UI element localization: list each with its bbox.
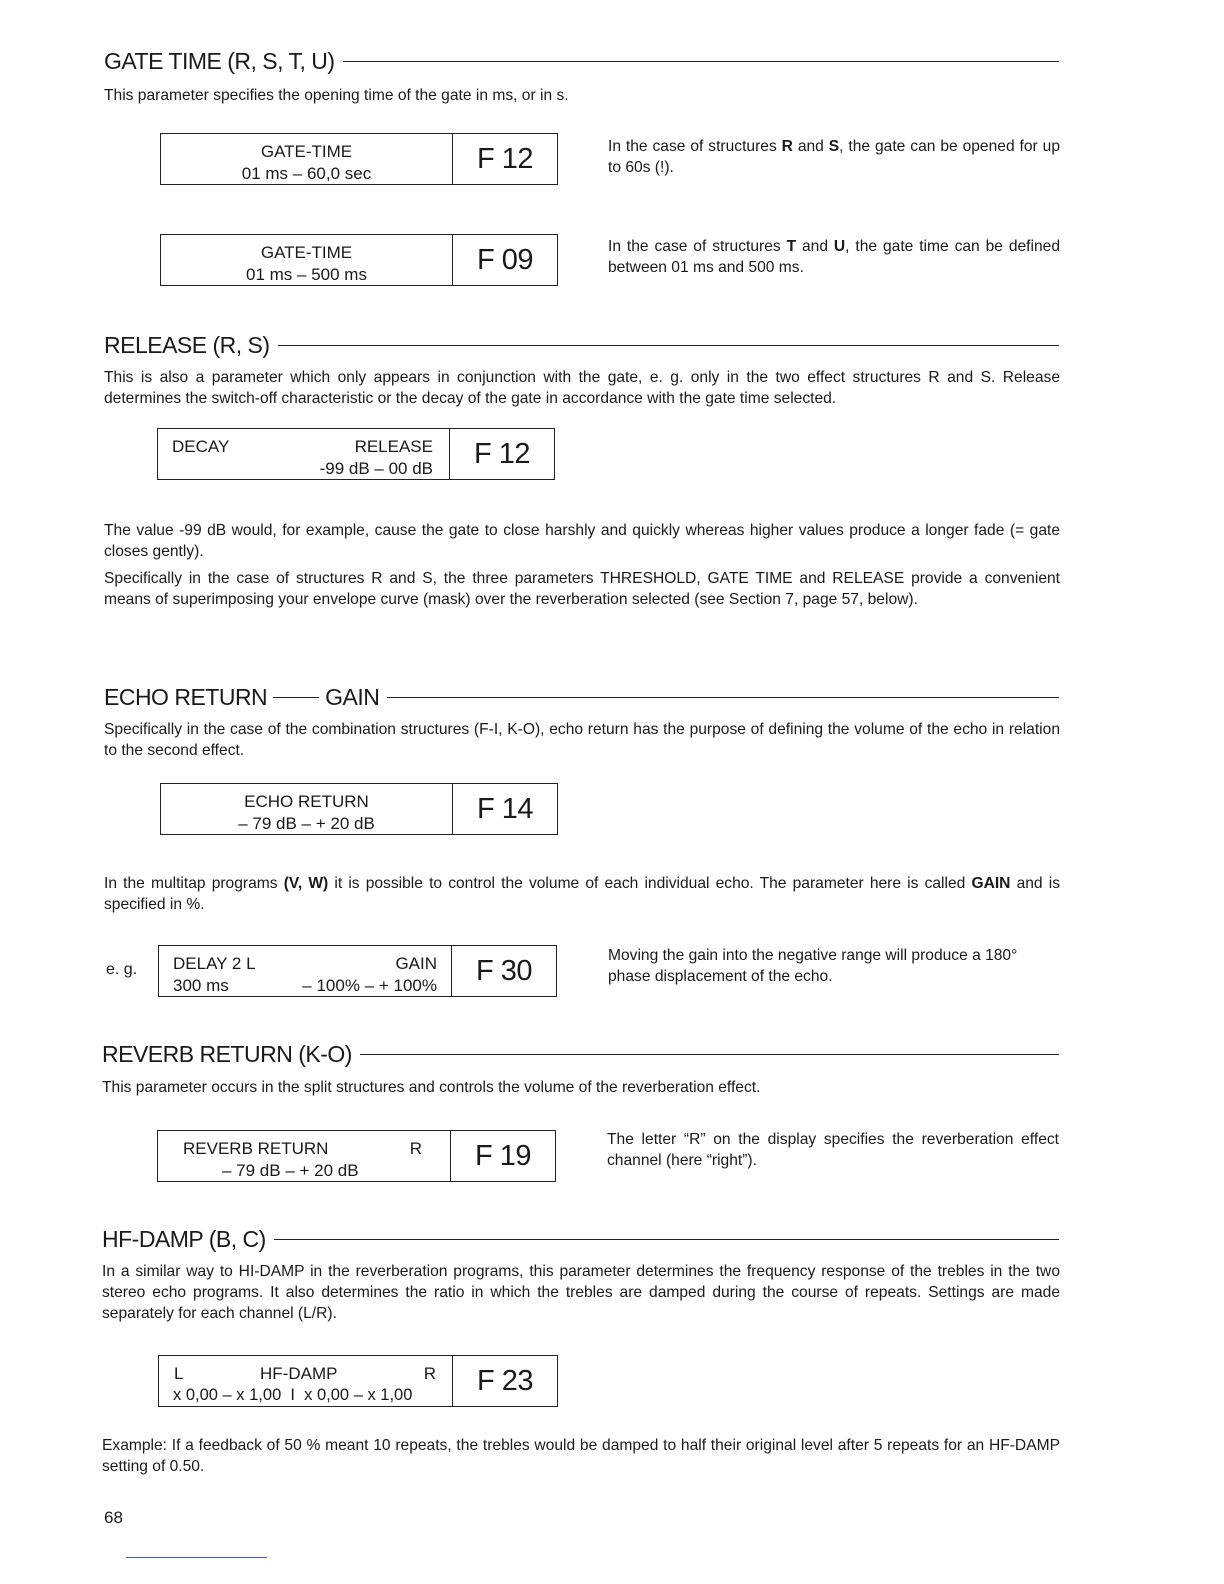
- function-code: F 09: [476, 243, 534, 276]
- function-code: F 30: [475, 954, 533, 987]
- heading-text: GATE TIME (R, S, T, U): [104, 47, 335, 74]
- release-intro: This is also a parameter which only appears in conjunction with the gate, e. g. only in the two effect structures R and S. Release determines the switch-off characteristic or the decay of the gate in accordance with the gate time selected.: [104, 369, 1060, 407]
- display-lcd: [158, 429, 450, 479]
- display-line2-right: – 100% – + 100%: [302, 976, 437, 995]
- heading-text-gain: GAIN: [325, 683, 380, 710]
- heading-rule: [343, 61, 1059, 62]
- reverb-return-note: The letter “R” on the display specifies the reverberation effect channel (here “right”).: [607, 1131, 1059, 1169]
- display-line2-left: 300 ms: [173, 976, 229, 995]
- display-lcd: [159, 946, 452, 996]
- heading-text: HF-DAMP (B, C): [102, 1225, 266, 1252]
- function-code: F 12: [473, 437, 531, 470]
- display-reverb-return-f19: [157, 1130, 556, 1182]
- display-line1-right: RELEASE: [354, 437, 433, 456]
- heading-text: RELEASE (R, S): [104, 331, 270, 358]
- echo-return-intro: Specifically in the case of the combination structures (F-I, K-O), echo return has the purpose of defining the volume of the echo in relation to the second effect.: [104, 721, 1060, 759]
- display-line1-left: L: [174, 1364, 184, 1383]
- hf-damp-intro: In a similar way to HI-DAMP in the reverberation programs, this parameter determines the frequency response of the trebles in the two stereo echo programs. It also determines the ratio in which the trebles are damped during the course of repeats. Settings are made separately for each channel (L/R).: [102, 1263, 1060, 1322]
- display-line1: GATE-TIME: [260, 243, 353, 262]
- release-para-1: The value -99 dB would, for example, cause the gate to close harshly and quickly whereas higher values produce a longer fade (= gate closes gently).: [104, 522, 1060, 560]
- display-line1-right: R: [423, 1364, 436, 1383]
- display-line1: ECHO RETURN: [244, 792, 369, 811]
- display-release-f12: [157, 428, 555, 480]
- heading-rule: [360, 1054, 1059, 1055]
- gate-time-intro: This parameter specifies the opening time of the gate in ms, or in s.: [104, 87, 569, 104]
- display-line2: – 79 dB – + 20 dB: [222, 1161, 359, 1180]
- display-line1-right: GAIN: [395, 954, 437, 973]
- display-lcd: [161, 235, 453, 285]
- display-line1-left: DELAY 2 L: [173, 954, 256, 973]
- function-code: F 23: [476, 1364, 534, 1397]
- echo-return-gain-para: In the multitap programs (V, W) it is possible to control the volume of each individual echo. The parameter here is called GAIN and is specified in %.: [104, 875, 1060, 913]
- section-heading-reverb-return: [102, 1039, 1059, 1069]
- display-hf-damp-f23: [158, 1355, 558, 1407]
- display-lcd: [161, 134, 453, 184]
- eg-label: e. g.: [106, 961, 138, 978]
- display-gate-time-f09: [160, 234, 558, 286]
- section-heading-echo-return: [104, 682, 1059, 712]
- display-line1: GATE-TIME: [260, 142, 353, 161]
- footer-line: [126, 1557, 267, 1558]
- display-line2: -99 dB – 00 dB: [319, 459, 433, 478]
- heading-dash: [273, 697, 319, 698]
- section-heading-gate-time: [104, 46, 1059, 76]
- section-heading-hf-damp: [102, 1224, 1059, 1254]
- display-lcd: [161, 784, 453, 834]
- gate-time-note-1: In the case of structures R and S, the gate can be opened for up to 60s (!).: [608, 138, 1060, 176]
- display-line2: 01 ms – 500 ms: [246, 265, 367, 284]
- display-line1-left: DECAY: [172, 437, 230, 456]
- display-line1-right: R: [409, 1139, 422, 1158]
- release-para-2: Specifically in the case of structures R and S, the three parameters THRESHOLD, GATE TIME and RELEASE provide a convenient means of superimposing your envelope curve (mask) over the reverberation selected (see Section 7, page 57, below).: [104, 570, 1060, 608]
- function-code: F 19: [474, 1139, 532, 1172]
- heading-text-echo-return: ECHO RETURN: [104, 683, 268, 710]
- heading-rule: [387, 697, 1059, 698]
- hf-damp-example: Example: If a feedback of 50 % meant 10 repeats, the trebles would be damped to half their original level after 5 repeats for an HF-DAMP setting of 0.50.: [102, 1437, 1060, 1475]
- heading-text: REVERB RETURN (K-O): [102, 1040, 352, 1067]
- display-lcd: [158, 1131, 451, 1181]
- heading-rule: [274, 1239, 1059, 1240]
- display-lcd: [159, 1356, 453, 1406]
- display-line1-mid: HF-DAMP: [260, 1364, 338, 1383]
- function-code: F 12: [476, 142, 534, 175]
- section-heading-release: [104, 330, 1059, 360]
- heading-rule: [278, 345, 1059, 346]
- display-echo-return-f14: [160, 783, 558, 835]
- display-line2: – 79 dB – + 20 dB: [238, 814, 375, 833]
- reverb-return-intro: This parameter occurs in the split structures and controls the volume of the reverberation effect.: [102, 1079, 761, 1096]
- gate-time-note-2: In the case of structures T and U, the gate time can be defined between 01 ms and 500 ms.: [608, 238, 1060, 276]
- function-code: F 14: [476, 792, 534, 825]
- page-number: 68: [104, 1508, 123, 1527]
- display-gain-f30: [158, 945, 557, 997]
- display-line2: x 0,00 – x 1,00 I x 0,00 – x 1,00: [173, 1386, 413, 1404]
- gain-note: Moving the gain into the negative range will produce a 180° phase displacement of the echo.: [608, 947, 1018, 985]
- display-line2: 01 ms – 60,0 sec: [241, 164, 372, 183]
- display-gate-time-f12: [160, 133, 558, 185]
- display-line1: REVERB RETURN: [183, 1139, 329, 1158]
